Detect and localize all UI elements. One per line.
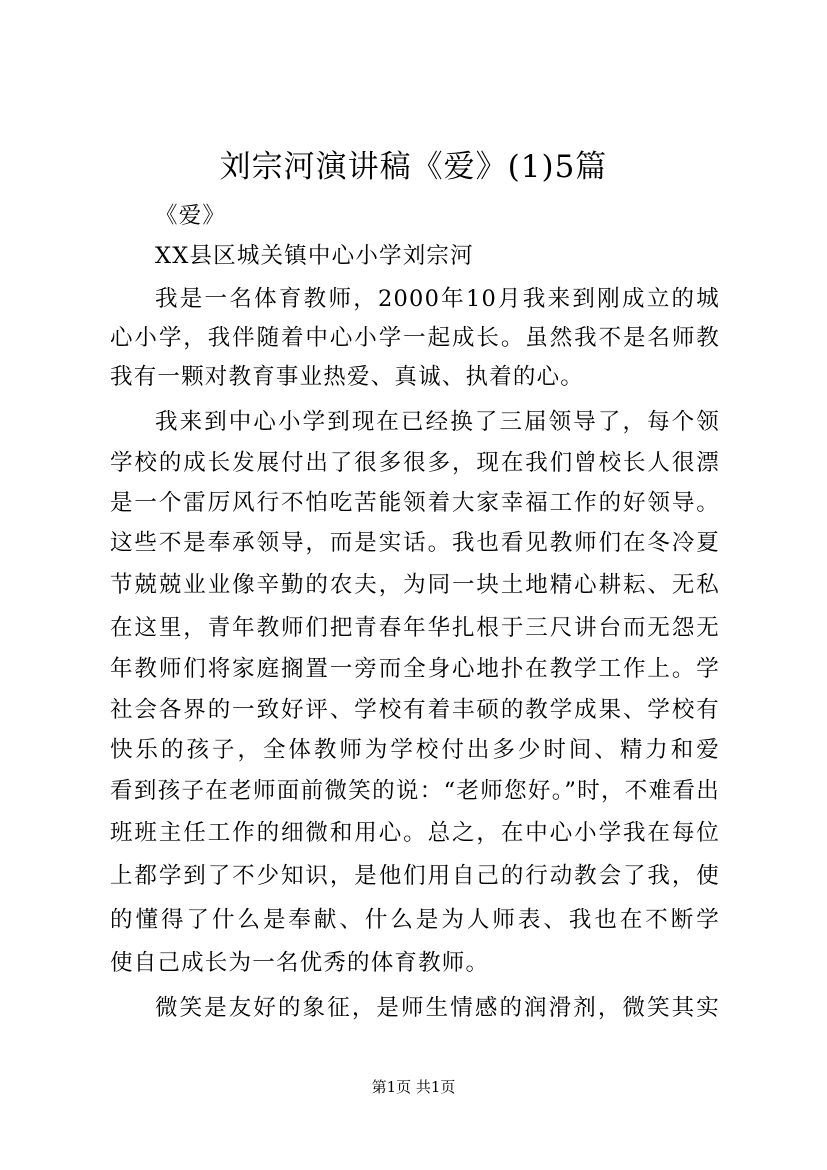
document-title: 刘宗河演讲稿《爱》(1)5篇 — [219, 149, 608, 185]
paragraph-line: 使自己成长为一名优秀的体育教师。 — [110, 950, 490, 976]
paragraph-line: 在这里，青年教师们把青春年华扎根于三尺讲台而无怨无 — [110, 615, 720, 641]
paragraph-line: 班班主任工作的细微和用心。总之，在中心小学我在每位 — [110, 820, 720, 846]
paragraph-line: 快乐的孩子，全体教师为学校付出多少时间、精力和爱 — [110, 737, 720, 763]
paragraph-line: 节兢兢业业像辛勤的农夫，为同一块土地精心耕耘、无私 — [110, 572, 720, 598]
paragraph-line: 年教师们将家庭搁置一旁而全身心地扑在教学工作上。学 — [110, 656, 720, 682]
paragraph-line: 学校的成长发展付出了很多很多，现在我们曾校长人很漂 — [110, 450, 720, 476]
paragraph-line: 心小学，我伴随着中心小学一起成长。虽然我不是名师教 — [110, 325, 720, 351]
paragraph-line: 我有一颗对教育事业热爱、真诚、执着的心。 — [110, 364, 585, 390]
paragraph-line: 看到孩子在老师面前微笑的说：“老师您好。”时，不难看出 — [110, 778, 720, 804]
subtitle: 《爱》 — [155, 203, 227, 229]
paragraph-line: 我是一名体育教师，2000年10月我来到刚成立的城 — [155, 286, 720, 312]
paragraph-line: 是一个雷厉风行不怕吃苦能领着大家幸福工作的好领导。 — [110, 490, 720, 516]
paragraph-line: 的懂得了什么是奉献、什么是为人师表、我也在不断学 — [110, 907, 720, 933]
paragraph-line: 这些不是奉承领导，而是实话。我也看见教师们在冬冷夏 — [110, 530, 720, 556]
paragraph-line: 微笑是友好的象征，是师生情感的润滑剂，微笑其实 — [155, 995, 720, 1021]
paragraph-line: 社会各界的一致好评、学校有着丰硕的教学成果、学校有 — [110, 697, 720, 723]
paragraph-line: 上都学到了不少知识，是他们用自己的行动教会了我，使 — [110, 863, 720, 889]
paragraph-line: 我来到中心小学到现在已经换了三届领导了，每个领 — [155, 409, 720, 435]
page-footer: 第1页 共1页 — [371, 1078, 456, 1096]
author-line: XX县区城关镇中心小学刘宗河 — [155, 243, 474, 269]
